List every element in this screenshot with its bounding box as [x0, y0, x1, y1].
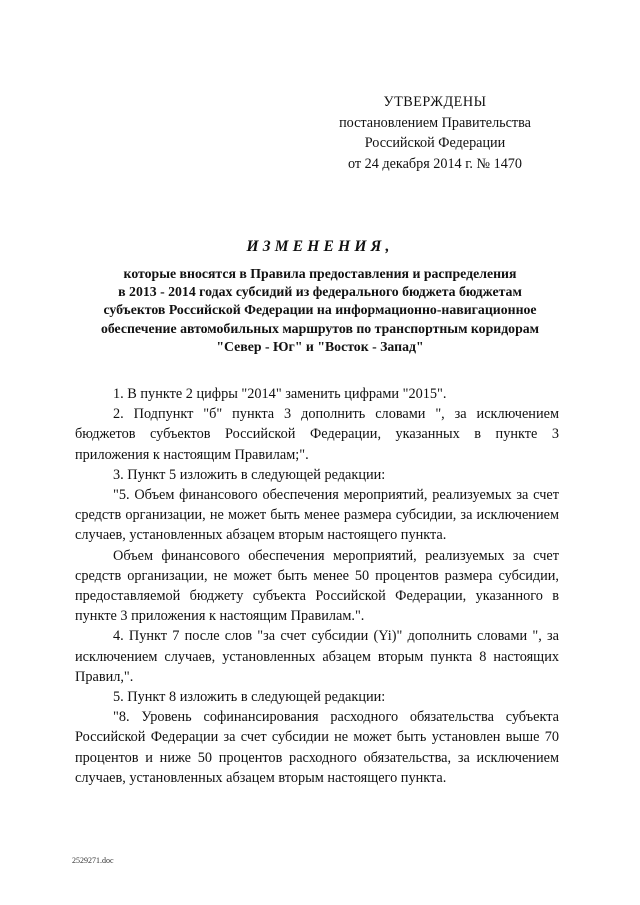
document-body	[75, 384, 559, 788]
subtitle-line: "Север - Юг" и "Восток - Запад"	[216, 338, 424, 354]
paragraph-item-2: 2. Подпункт "б" пункта 3 дополнить словами ", за исключением бюджетов субъектов Российской Федерации, указанных в пункте 3 приложения к настоящим Правилам;".	[75, 406, 559, 463]
paragraph-point-8-text: "8. Уровень софинансирования расходного обязательства субъекта Российской Федерации за счет субсидии не может быть установлен выше 70 процентов и ниже 50 процентов расходного обязательства, за исключением случаев, установленных абзацем вторым настоящего пункта.	[75, 709, 559, 786]
paragraph-point-5-second: Объем финансового обеспечения мероприятий, реализуемых за счет средств организации, не может быть менее 50 процентов размера субсидии, предоставляемой бюджету субъекта Российской Федерации, указанного в пункте 3 приложения к настоящим Правилам.".	[75, 547, 559, 625]
approval-line-federation: Российской Федерации	[364, 135, 506, 151]
paragraph-item-1: 1. В пункте 2 цифры "2014" заменить цифрами "2015".	[113, 386, 447, 402]
subtitle-line: которые вносятся в Правила предоставления и распределения	[123, 266, 517, 281]
approval-line-resolution: постановлением Правительства	[339, 114, 531, 131]
paragraph-item-3: 3. Пункт 5 изложить в следующей редакции:	[113, 466, 386, 483]
document-subtitle	[70, 265, 570, 356]
paragraph-point-5-text: "5. Объем финансового обеспечения мероприятий, реализуемых за счет средств организации, не может быть менее размера субсидии, за исключением случаев, установленных абзацем вторым настоящего пункта.	[75, 487, 559, 544]
approval-block	[330, 92, 540, 174]
approval-line-date: от 24 декабря 2014 г. № 1470	[348, 155, 522, 172]
subtitle-line: субъектов Российской Федерации на информационно-навигационное	[103, 302, 537, 318]
file-name-footer: 2529271.doc	[72, 856, 114, 865]
paragraph-item-5: 5. Пункт 8 изложить в следующей редакции:	[113, 689, 386, 706]
approval-heading: УТВЕРЖДЕНЫ	[383, 94, 487, 110]
paragraph-item-4: 4. Пункт 7 после слов "за счет субсидии (Yi)" дополнить словами ", за исключением случаев, установленных абзацем вторым пункта 8 настоящих Правил,".	[75, 628, 559, 685]
subtitle-line: обеспечение автомобильных маршрутов по транспортным коридорам	[100, 320, 540, 336]
document-title: ИЗМЕНЕНИЯ,	[246, 238, 394, 255]
subtitle-line: в 2013 - 2014 годах субсидий из федерального бюджета бюджетам	[118, 284, 522, 300]
